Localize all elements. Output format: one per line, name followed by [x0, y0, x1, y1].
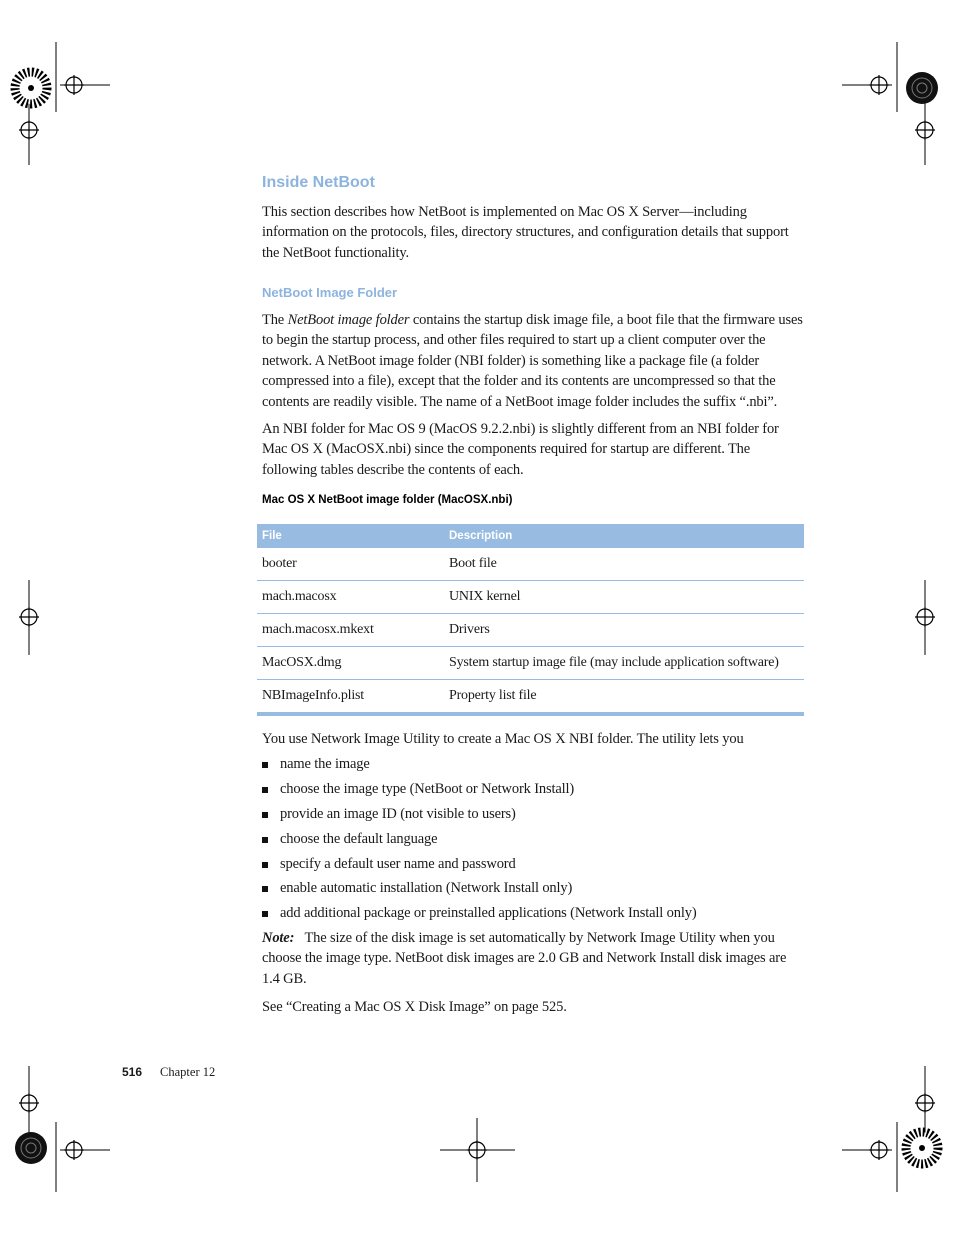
list-item-text: choose the image type (NetBoot or Network Install): [280, 780, 575, 797]
page-number: 516: [122, 1065, 143, 1079]
note-text: The size of the disk image is set automatically by Network Image Utility when you choose the image type. NetBoot disk images are 2.0 GB and Network Install disk images are 1.4 GB.: [262, 930, 787, 987]
paragraph-lead: The: [262, 312, 288, 328]
bullet-square-icon: [262, 787, 268, 793]
list-item-text: add additional package or preinstalled applications (Network Install only): [280, 905, 697, 922]
paragraph-rest: contains the startup disk image file, a boot file that the firmware uses to begin the startup process, and other files required to start up a client computer over the network. A NetBoot image folder (NBI folder) is something like a package file (a folder compressed into a file), except that the folder and its contents are uncompressed so that the contents are readily visible. The name of a NetBoot image folder includes the suffix “.nbi”.: [262, 312, 803, 410]
list-item-text: choose the default language: [280, 830, 438, 847]
cell-file: NBImageInfo.plist: [257, 680, 444, 715]
bullet-square-icon: [262, 862, 268, 868]
cell-file: MacOSX.dmg: [257, 647, 444, 680]
table-header-row: [257, 524, 804, 548]
see-also-reference: See “Creating a Mac OS X Disk Image” on page 525.: [262, 999, 567, 1015]
cell-file: booter: [257, 548, 444, 581]
table-row: [257, 581, 804, 614]
bullet-square-icon: [262, 911, 268, 917]
list-item: [262, 903, 697, 928]
cell-description: Boot file: [444, 548, 804, 581]
page-footer: [122, 1063, 215, 1081]
header-description: Description: [444, 524, 804, 548]
table-row: [257, 680, 804, 715]
table-row: [257, 647, 804, 680]
list-item-text: specify a default user name and password: [280, 855, 516, 872]
list-item: [262, 754, 697, 779]
bullet-square-icon: [262, 886, 268, 892]
table-caption: Mac OS X NetBoot image folder (MacOSX.nbi): [262, 494, 513, 506]
bullet-square-icon: [262, 837, 268, 843]
netboot-folder-paragraph: [262, 310, 807, 412]
cell-description: UNIX kernel: [444, 581, 804, 614]
nbi-folder-paragraph: An NBI folder for Mac OS 9 (MacOS 9.2.2.nbi) is slightly different from an NBI folder for Mac OS X (MacOSX.nbi) since the components required for startup are different. The following tables describe the contents of each.: [262, 421, 779, 478]
bullet-square-icon: [262, 812, 268, 818]
paragraph-term: NetBoot image folder: [287, 312, 410, 328]
list-item: [262, 779, 697, 804]
header-file: File: [257, 524, 444, 548]
section-title: Inside NetBoot: [262, 174, 375, 191]
chapter-label: Chapter 12: [160, 1065, 216, 1079]
cell-file: mach.macosx.mkext: [257, 614, 444, 647]
list-item-text: name the image: [280, 756, 370, 772]
list-item-text: enable automatic installation (Network Install only): [280, 880, 573, 897]
cell-description: Drivers: [444, 614, 804, 647]
subsection-title: NetBoot Image Folder: [262, 285, 398, 300]
intro-paragraph: This section describes how NetBoot is implemented on Mac OS X Server—including information on the protocols, files, directory structures, and configuration details that support the NetBoot functionality.: [262, 204, 789, 261]
table-row: [257, 614, 804, 647]
list-item: [262, 829, 697, 854]
cell-description: System startup image file (may include application software): [444, 647, 804, 680]
feature-list: [262, 754, 697, 928]
cell-description: Property list file: [444, 680, 804, 715]
note-paragraph: [262, 928, 807, 989]
list-item: [262, 854, 697, 879]
list-item: [262, 878, 697, 903]
list-item: [262, 804, 697, 829]
list-item-text: provide an image ID (not visible to users): [280, 805, 516, 822]
list-intro: You use Network Image Utility to create a Mac OS X NBI folder. The utility lets you: [262, 731, 744, 747]
bullet-square-icon: [262, 762, 268, 768]
cell-file: mach.macosx: [257, 581, 444, 614]
nbi-contents-table: [257, 524, 804, 716]
table-row: [257, 548, 804, 581]
note-label: Note:: [262, 930, 295, 946]
